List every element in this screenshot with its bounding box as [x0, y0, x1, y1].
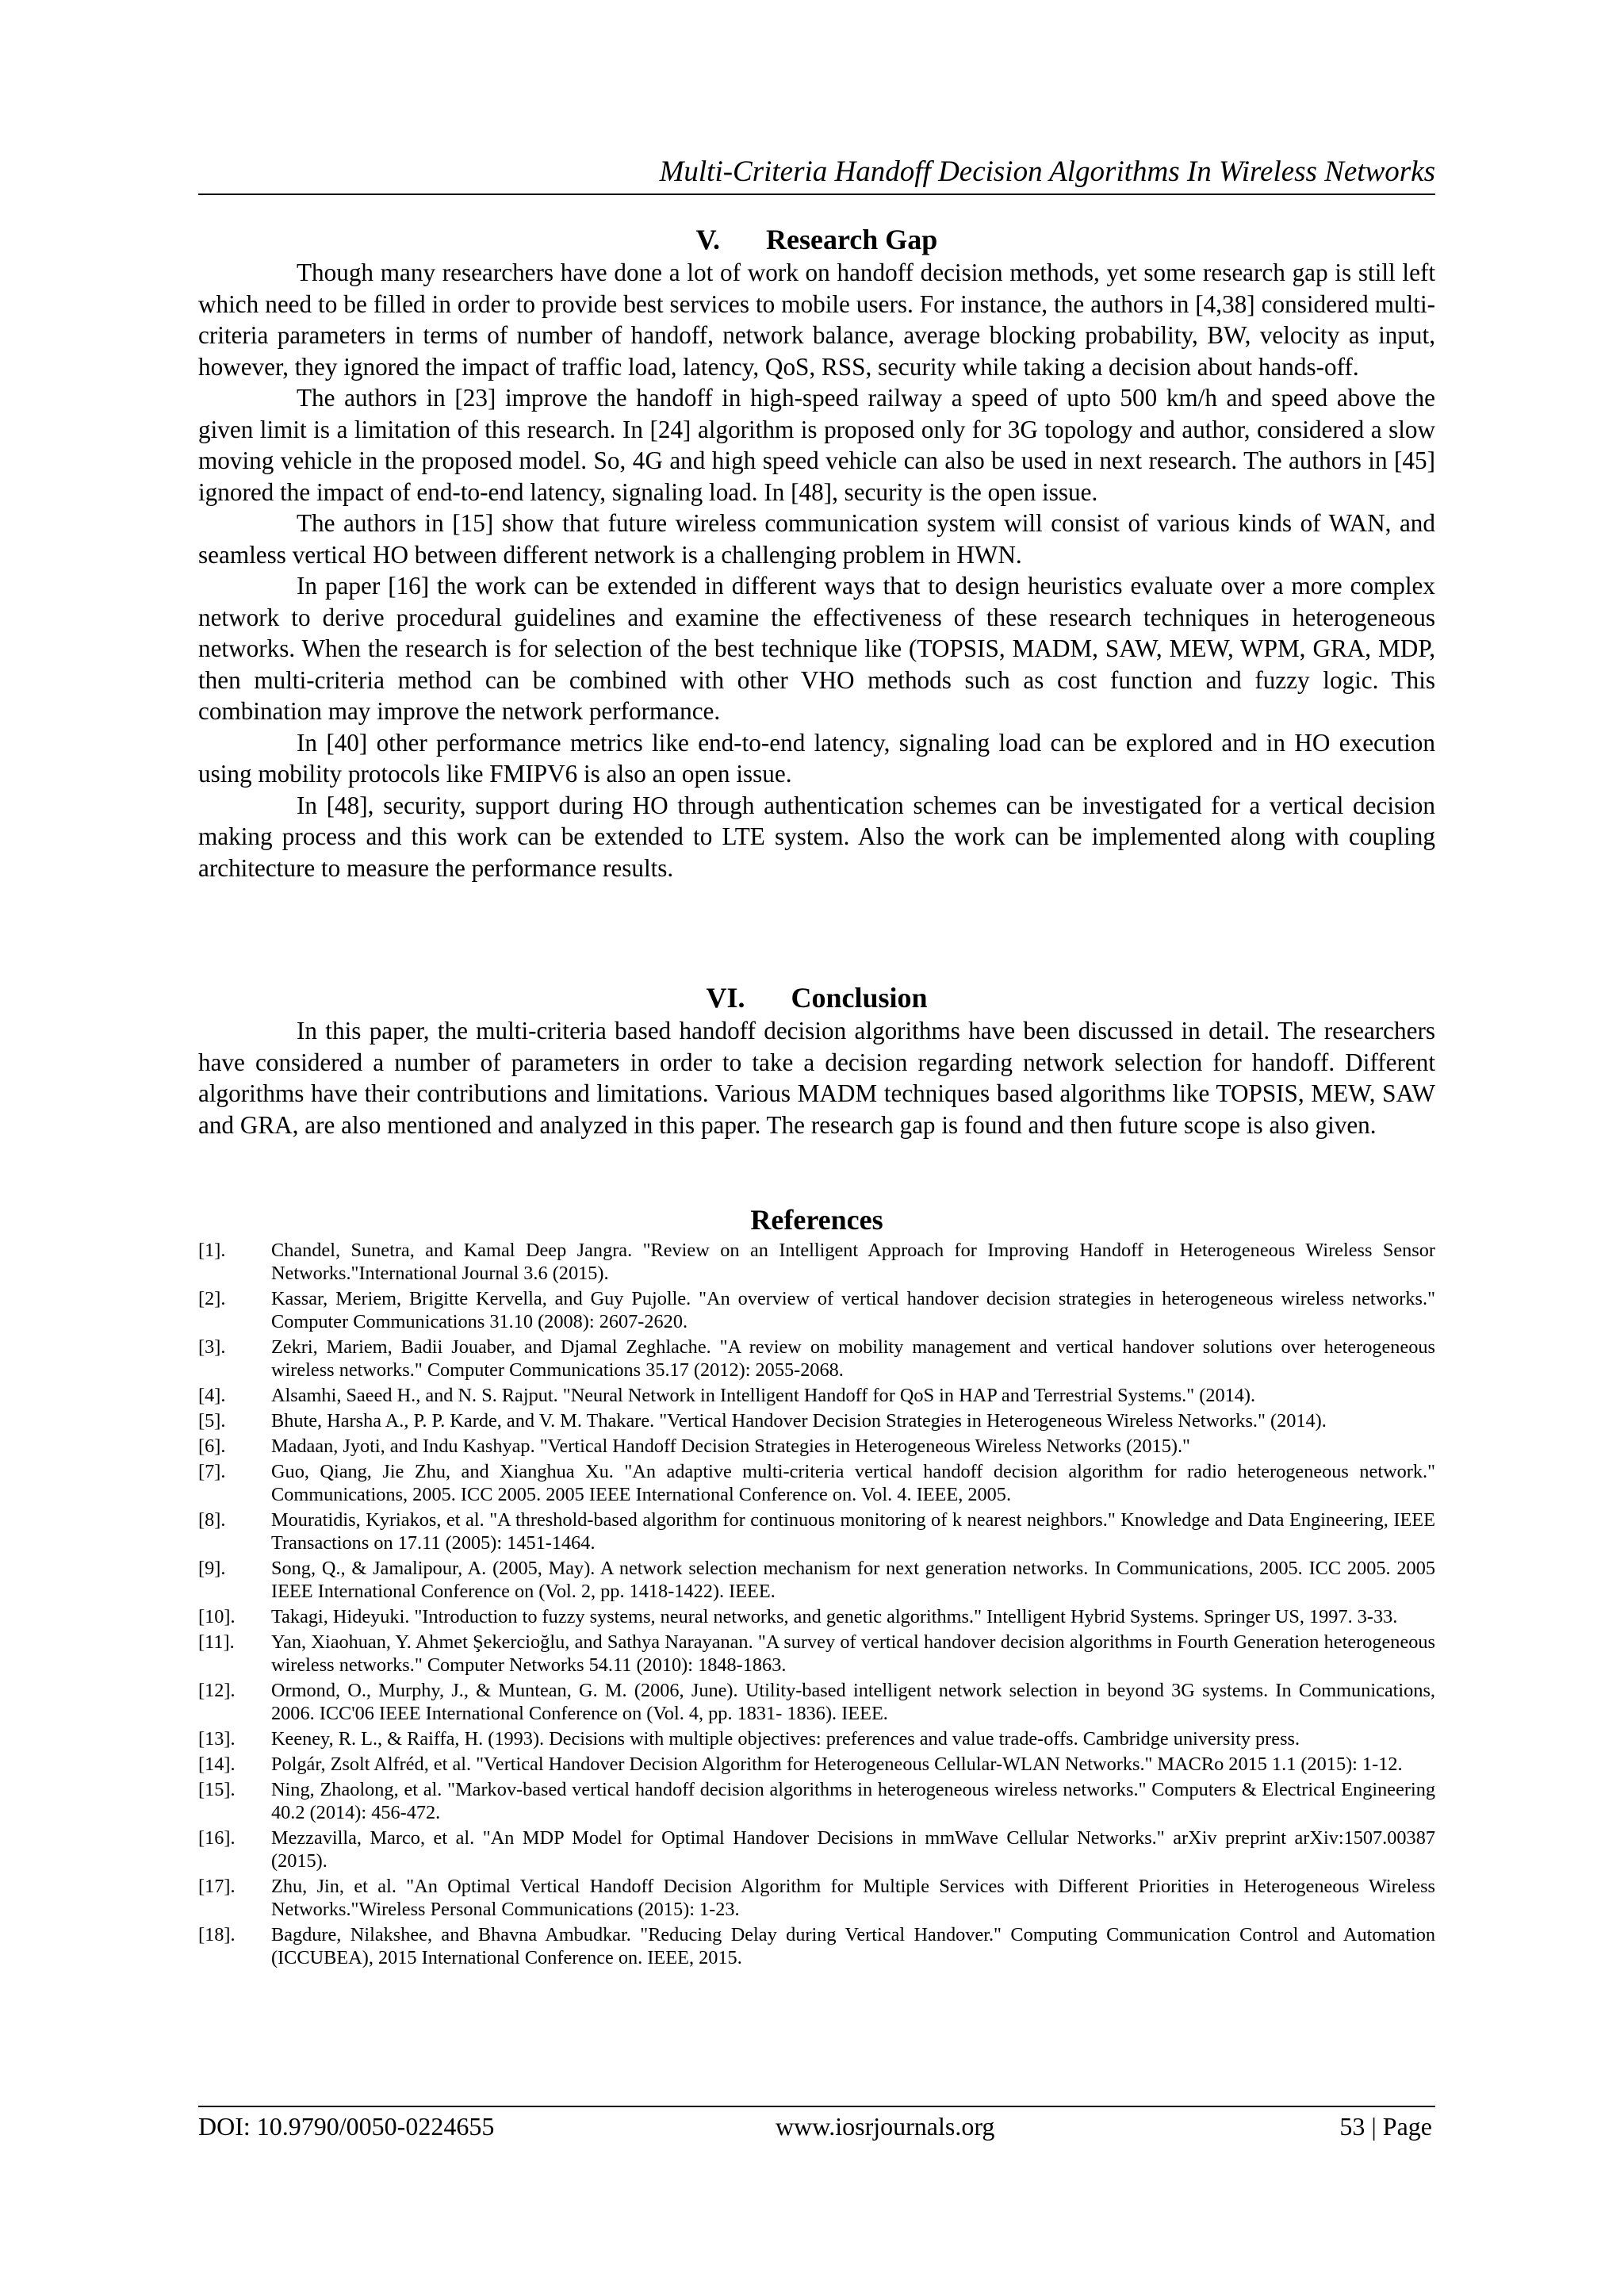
footer-page-number: 53 | Page	[1339, 2112, 1432, 2141]
reference-text: Mezzavilla, Marco, et al. "An MDP Model for Optimal Handover Decisions in mmWave Cellular Networks." arXiv preprint arXiv:1507.00387 (2015).	[271, 1827, 1435, 1872]
reference-text: Alsamhi, Saeed H., and N. S. Rajput. "Neural Network in Intelligent Handoff for QoS in HAP and Terrestrial Systems." (2014).	[271, 1384, 1256, 1406]
paragraph: The authors in [15] show that future wireless communication system will consist of various kinds of WAN, and seamless vertical HO between different network is a challenging problem in HWN.	[198, 509, 1435, 569]
reference-text: Kassar, Meriem, Brigitte Kervella, and Guy Pujolle. "An overview of vertical handover decision strategies in heterogeneous wireless networks." Computer Communications 31.10 (2008): 2607-2620.	[271, 1287, 1435, 1332]
reference-number: [2].	[198, 1287, 226, 1309]
references-heading: References	[750, 1204, 883, 1236]
reference-item	[198, 1779, 1435, 1824]
reference-number: [8].	[198, 1509, 226, 1531]
footer-doi: DOI: 10.9790/0050-0224655	[198, 2112, 495, 2141]
reference-item	[198, 1435, 1435, 1458]
reference-text: Bagdure, Nilakshee, and Bhavna Ambudkar. "Reducing Delay during Vertical Handover." Computing Communication Control and Automation (ICCUBEA), 2015 International Conference on. IEEE, 2015.	[271, 1924, 1435, 1968]
reference-list	[198, 1240, 1435, 1970]
reference-number: [18].	[198, 1924, 236, 1946]
footer-rule	[198, 2106, 1435, 2107]
reference-item	[198, 1385, 1435, 1408]
section-number: V.	[695, 224, 721, 255]
reference-number: [11].	[198, 1631, 235, 1654]
reference-item	[198, 1728, 1435, 1751]
section-heading-conclusion	[198, 980, 1435, 1015]
reference-text: Guo, Qiang, Jie Zhu, and Xianghua Xu. "An adaptive multi-criteria vertical handoff decision algorithm for radio heterogeneous network." Communications, 2005. ICC 2005. 2005 IEEE International Conference on. Vol. 4. IEEE, 2005.	[271, 1461, 1435, 1506]
reference-number: [5].	[198, 1409, 226, 1432]
reference-item	[198, 1288, 1435, 1333]
reference-item	[198, 1558, 1435, 1603]
paragraph: In [40] other performance metrics like end-to-end latency, signaling load can be explored and in HO execution using mobility protocols like FMIPV6 is also an open issue.	[198, 728, 1435, 788]
reference-text: Chandel, Sunetra, and Kamal Deep Jangra. "Review on an Intelligent Approach for Improving Handoff in Heterogeneous Wireless Sensor Networks."International Journal 3.6 (2015).	[271, 1240, 1435, 1284]
reference-number: [7].	[198, 1461, 226, 1483]
reference-number: [16].	[198, 1827, 236, 1849]
running-header: Multi-Criteria Handoff Decision Algorithms In Wireless Networks	[659, 155, 1435, 188]
reference-item	[198, 1461, 1435, 1506]
reference-text: Zhu, Jin, et al. "An Optimal Vertical Handoff Decision Algorithm for Multiple Services with Different Priorities in Heterogeneous Wireless Networks."Wireless Personal Communications (2015): 1-23.	[271, 1876, 1435, 1920]
reference-item	[198, 1410, 1435, 1433]
reference-number: [3].	[198, 1336, 226, 1358]
reference-number: [1].	[198, 1240, 226, 1261]
reference-text: Song, Q., & Jamalipour, A. (2005, May). A network selection mechanism for next generation networks. In Communications, 2005. ICC 2005. 2005 IEEE International Conference on (Vol. 2, pp. 1418-1422). IEEE.	[271, 1558, 1435, 1602]
reference-item	[198, 1876, 1435, 1921]
reference-text: Mouratidis, Kyriakos, et al. "A threshold-based algorithm for continuous monitoring of k nearest neighbors." Knowledge and Data Engineering, IEEE Transactions on 17.11 (2005): 1451-1464.	[271, 1509, 1435, 1554]
reference-item	[198, 1240, 1435, 1285]
paragraph: In paper [16] the work can be extended in different ways that to design heuristics evaluate over a more complex network to derive procedural guidelines and examine the effectiveness of these research techniques in heterogeneous networks. When the research is for selection of the best technique like (TOPSIS, MADM, SAW, MEW, WPM, GRA, MDP, then multi-criteria method can be combined with other VHO methods such as cost function and fuzzy logic. This combination may improve the network performance.	[198, 572, 1435, 725]
reference-item	[198, 1336, 1435, 1382]
footer-website: www.iosrjournals.org	[776, 2112, 995, 2141]
reference-text: Bhute, Harsha A., P. P. Karde, and V. M. Thakare. "Vertical Handover Decision Strategies in Heterogeneous Wireless Networks." (2014).	[271, 1409, 1327, 1432]
reference-item	[198, 1680, 1435, 1725]
reference-text: Keeney, R. L., & Raiffa, H. (1993). Decisions with multiple objectives: preferences and value trade-offs. Cambridge university press.	[271, 1728, 1300, 1750]
reference-number: [12].	[198, 1680, 236, 1702]
paragraph: Though many researchers have done a lot of work on handoff decision methods, yet some research gap is still left which need to be filled in order to provide best services to mobile users. For instance, the authors in [4,38] considered multi-criteria parameters in terms of number of handoff, network balance, average blocking probability, BW, velocity as input, however, they ignored the impact of traffic load, latency, QoS, RSS, security while taking a decision about hands-off.	[198, 259, 1435, 381]
references-section	[198, 1202, 1435, 1972]
research-gap-section	[198, 222, 1435, 884]
reference-text: Ormond, O., Murphy, J., & Muntean, G. M. (2006, June). Utility-based intelligent network selection in beyond 3G systems. In Communications, 2006. ICC'06 IEEE International Conference on (Vol. 4, pp. 1831- 1836). IEEE.	[271, 1680, 1435, 1724]
reference-text: Yan, Xiaohuan, Y. Ahmet Şekercioğlu, and Sathya Narayanan. "A survey of vertical handover decision algorithms in Fourth Generation heterogeneous wireless networks." Computer Networks 54.11 (2010): 1848-1863.	[271, 1631, 1435, 1676]
reference-item	[198, 1924, 1435, 1969]
reference-number: [14].	[198, 1754, 236, 1776]
reference-text: Zekri, Mariem, Badii Jouaber, and Djamal Zeghlache. "A review on mobility management and vertical handover solutions over heterogeneous wireless networks." Computer Communications 35.17 (2012): 2055-2068.	[271, 1336, 1435, 1381]
reference-number: [9].	[198, 1558, 226, 1580]
reference-text: Ning, Zhaolong, et al. "Markov-based vertical handoff decision algorithms in heterogeneous wireless networks." Computers & Electrical Engineering 40.2 (2014): 456-472.	[271, 1779, 1435, 1824]
reference-item	[198, 1631, 1435, 1677]
paragraph: In [48], security, support during HO through authentication schemes can be investigated for a vertical decision making process and this work can be extended to LTE system. Also the work can be implemented along with coupling architecture to measure the performance results.	[198, 791, 1435, 882]
reference-text: Madaan, Jyoti, and Indu Kashyap. "Vertical Handoff Decision Strategies in Heterogeneous Wireless Networks (2015)."	[271, 1435, 1190, 1458]
reference-text: Takagi, Hideyuki. "Introduction to fuzzy systems, neural networks, and genetic algorithms." Intelligent Hybrid Systems. Springer US, 1997. 3-33.	[271, 1606, 1398, 1628]
reference-number: [4].	[198, 1384, 226, 1406]
reference-number: [6].	[198, 1435, 226, 1458]
paragraph: In this paper, the multi-criteria based handoff decision algorithms have been discussed in detail. The researchers have considered a number of parameters in order to take a decision regarding network selection for handoff. Different algorithms have their contributions and limitations. Various MADM techniques based algorithms like TOPSIS, MEW, SAW and GRA, are also mentioned and analyzed in this paper. The research gap is found and then future scope is also given.	[198, 1017, 1435, 1139]
reference-item	[198, 1509, 1435, 1554]
reference-item	[198, 1606, 1435, 1629]
paragraph: The authors in [23] improve the handoff in high-speed railway a speed of upto 500 km/h and speed above the given limit is a limitation of this research. In [24] algorithm is proposed only for 3G topology and author, considered a slow moving vehicle in the proposed model. So, 4G and high speed vehicle can also be used in next research. The authors in [45] ignored the impact of end-to-end latency, signaling load. In [48], security is the open issue.	[198, 384, 1435, 506]
reference-number: [10].	[198, 1606, 236, 1628]
reference-number: [13].	[198, 1728, 236, 1750]
section-title: Conclusion	[791, 982, 928, 1014]
reference-number: [15].	[198, 1779, 236, 1801]
reference-text: Polgár, Zsolt Alfréd, et al. "Vertical Handover Decision Algorithm for Heterogeneous Cellular-WLAN Networks." MACRo 2015 1.1 (2015): 1-12.	[271, 1754, 1403, 1776]
section-number: VI.	[706, 982, 745, 1014]
conclusion-section	[198, 980, 1435, 1140]
reference-number: [17].	[198, 1876, 236, 1898]
reference-item	[198, 1754, 1435, 1777]
section-heading-research-gap	[198, 222, 1435, 257]
reference-item	[198, 1827, 1435, 1872]
header-rule	[198, 194, 1435, 195]
section-title: Research Gap	[766, 224, 938, 255]
